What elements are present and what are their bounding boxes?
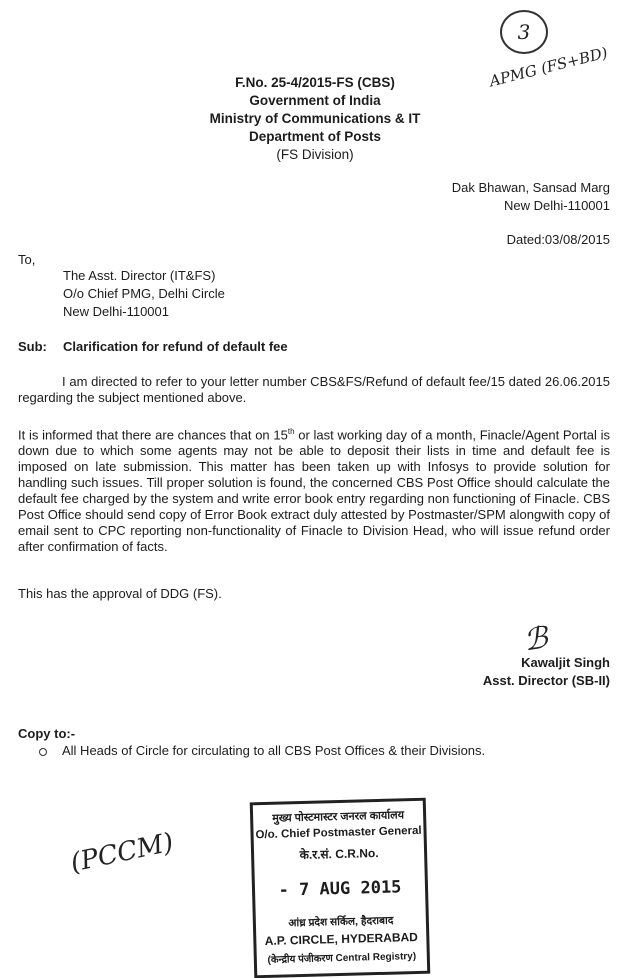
received-stamp	[250, 798, 431, 978]
file-number: F.No. 25-4/2015-FS (CBS)	[235, 75, 395, 90]
stamp-date: - 7 AUG 2015	[278, 877, 402, 901]
body-paragraph-3: This has the approval of DDG (FS).	[18, 586, 222, 601]
signatory-designation: Asst. Director (SB-II)	[482, 673, 610, 688]
body-paragraph-2-start: It is informed that there are chances that on 15	[18, 427, 288, 443]
stamp-office: O/o. Chief Postmaster General	[255, 824, 422, 842]
stamp-registry: (केन्द्रीय पंजीकरण Central Registry)	[267, 951, 417, 966]
government-name: Government of India	[249, 93, 381, 108]
copy-to-label: Copy to:-	[18, 726, 76, 741]
copy-list-item: All Heads of Circle for circulating to all CBS Post Offices & their Divisions.	[62, 743, 486, 758]
stamp-circle: A.P. CIRCLE, HYDERABAD	[264, 929, 419, 948]
body-paragraph-2-sup: th	[287, 427, 295, 436]
stamp-hindi-circle: आंध्र प्रदेश सर्किल, हैदराबाद	[288, 914, 394, 930]
sender-address-line1: Dak Bhawan, Sansad Marg	[451, 180, 610, 195]
division-name: (FS Division)	[276, 147, 354, 162]
signatory-name: Kawaljit Singh	[521, 655, 610, 670]
circled-number-annotation: 3	[500, 10, 548, 54]
handwritten-signature: ℬ	[521, 620, 550, 659]
handwritten-note-top-right: APMG (FS+BD)	[487, 43, 610, 91]
body-paragraph-2	[18, 424, 610, 555]
to-label: To,	[18, 252, 36, 267]
stamp-crno: के.र.सं. C.R.No.	[299, 845, 379, 863]
recipient-line1: The Asst. Director (IT&FS)	[63, 268, 216, 283]
body-paragraph-2-rest: or last working day of a month, Finacle/Agent Portal is down due to which some agents may not be able to deposit their lists in time and default fee is imposed on late submission. This matter has been taken up with Infosys to provide solution for handling such issues. Till proper solution is found, the concerned CBS Post Office should calculate the default fee charged by the system and write error book entry regarding non functioning of Finacle. CBS Post Office should send copy of Error Book extract duly attested by Postmaster/SPM alongwith copy of email sent to CPC reporting non-functionality of Finacle to Division Head, who will issue refund order after confirmation of facts.	[18, 427, 610, 555]
letter-date: Dated:03/08/2015	[506, 232, 610, 247]
subject-text: Clarification for refund of default fee	[63, 339, 288, 354]
body-paragraph-1: I am directed to refer to your letter number CBS&FS/Refund of default fee/15 dated 26.06.2015 regarding the subject mentioned above.	[18, 374, 610, 405]
recipient-line2: O/o Chief PMG, Delhi Circle	[63, 286, 225, 301]
ministry-name: Ministry of Communications & IT	[209, 111, 421, 126]
department-name: Department of Posts	[248, 129, 382, 144]
subject-label: Sub:	[18, 339, 47, 354]
copy-list-bullet	[39, 748, 47, 756]
handwritten-note-left-margin: (PCCM)	[68, 827, 177, 879]
stamp-hindi-office: मुख्य पोस्टमास्टर जनरल कार्यालय	[272, 809, 405, 825]
sender-address-line2: New Delhi-110001	[504, 198, 610, 213]
recipient-line3: New Delhi-110001	[63, 304, 169, 319]
